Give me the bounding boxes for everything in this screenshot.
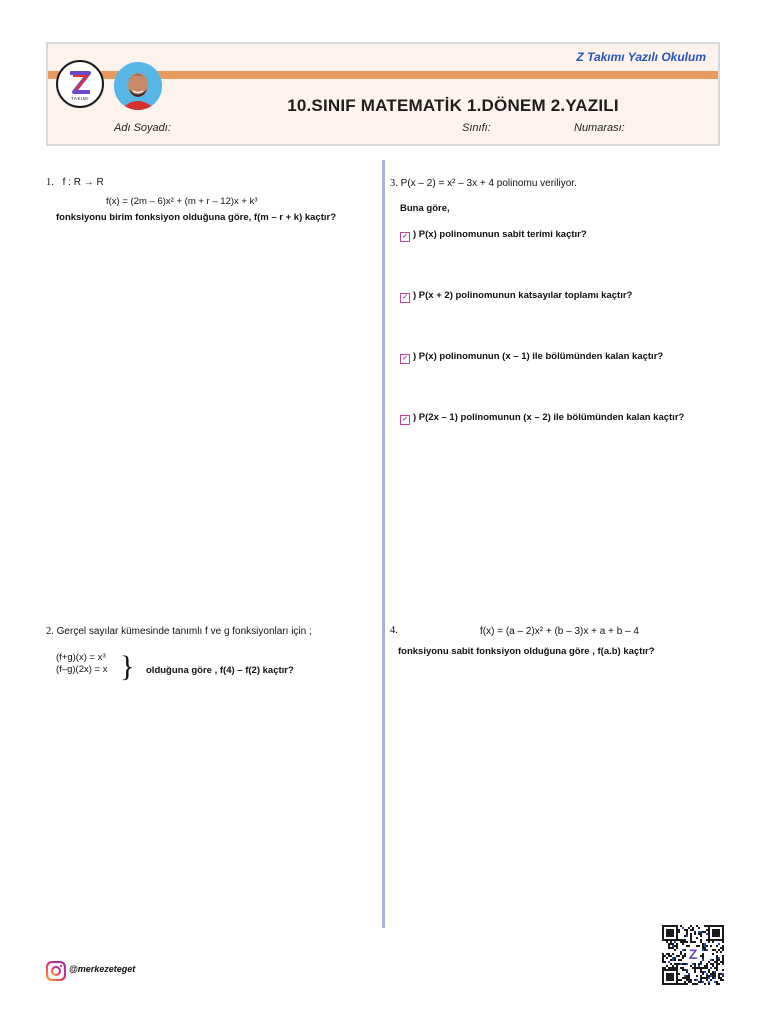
checkbox-icon: ✓ [400, 232, 410, 242]
brand-name: Z Takımı Yazılı Okulum [576, 50, 706, 64]
question-4 [390, 624, 398, 638]
question-intro: Gerçel sayılar kümesinde tanımlı f ve g fonksiyonları için ; [56, 626, 312, 637]
name-field-label: Adı Soyadı: [114, 122, 171, 134]
question-1 [46, 176, 376, 224]
logo-text: TAKIMI [70, 96, 90, 101]
equation-1: (f+g)(x) = x³ [56, 652, 106, 663]
brace-symbol: } [120, 650, 135, 683]
question-3 [390, 177, 720, 191]
qr-code-icon [662, 925, 724, 985]
function-definition: f : R → R [62, 177, 104, 188]
sub-question-2: ✓ ) P(x + 2) polinomunun katsayılar toplamı kaçtır? [400, 290, 632, 303]
question-2 [46, 625, 376, 639]
exam-title: 10.SINIF MATEMATİK 1.DÖNEM 2.YAZILI [287, 96, 619, 115]
question-intro: P(x – 2) = x² – 3x + 4 polinomu veriliyor. [400, 178, 577, 189]
checkbox-icon: ✓ [400, 293, 410, 303]
question-number: 3. [390, 178, 398, 189]
question-text: fonksiyonu birim fonksiyon olduğuna göre, f(m – r + k) kaçtır? [56, 211, 337, 223]
sub-question-1: ✓ ) P(x) polinomunun sabit terimi kaçtır? [400, 229, 587, 242]
question-number: 2. [46, 626, 54, 637]
exam-header [46, 42, 720, 146]
svg-text:Z: Z [688, 946, 698, 962]
equation-2: (f–g)(2x) = x [56, 664, 108, 676]
instagram-handle: @merkezeteget [69, 964, 136, 974]
checkbox-icon: ✓ [400, 354, 410, 364]
instagram-icon [46, 961, 66, 986]
question-formula: f(x) = (2m – 6)x² + (m + r – 12)x + k³ [106, 195, 258, 207]
question-formula: f(x) = (a – 2)x² + (b – 3)x + a + b – 4 [480, 626, 639, 637]
question-lead: Buna göre, [400, 203, 450, 214]
class-field-label: Sınıfı: [462, 122, 491, 134]
checkbox-icon: ✓ [400, 415, 410, 425]
equation-system [56, 652, 107, 677]
number-field-label: Numarası: [574, 122, 625, 134]
column-divider [382, 160, 385, 928]
question-text: fonksiyonu sabit fonksiyon olduğuna göre , f(a.b) kaçtır? [398, 646, 655, 657]
question-text: olduğuna göre , f(4) – f(2) kaçtır? [146, 665, 294, 676]
sub-question-3: ✓ ) P(x) polinomunun (x – 1) ile bölümünden kalan kaçtır? [400, 351, 663, 364]
question-number: 4. [390, 625, 398, 636]
question-number: 1. [46, 177, 54, 188]
sub-question-4: ✓ ) P(2x – 1) polinomunun (x – 2) ile bölümünden kalan kaçtır? [400, 412, 684, 425]
